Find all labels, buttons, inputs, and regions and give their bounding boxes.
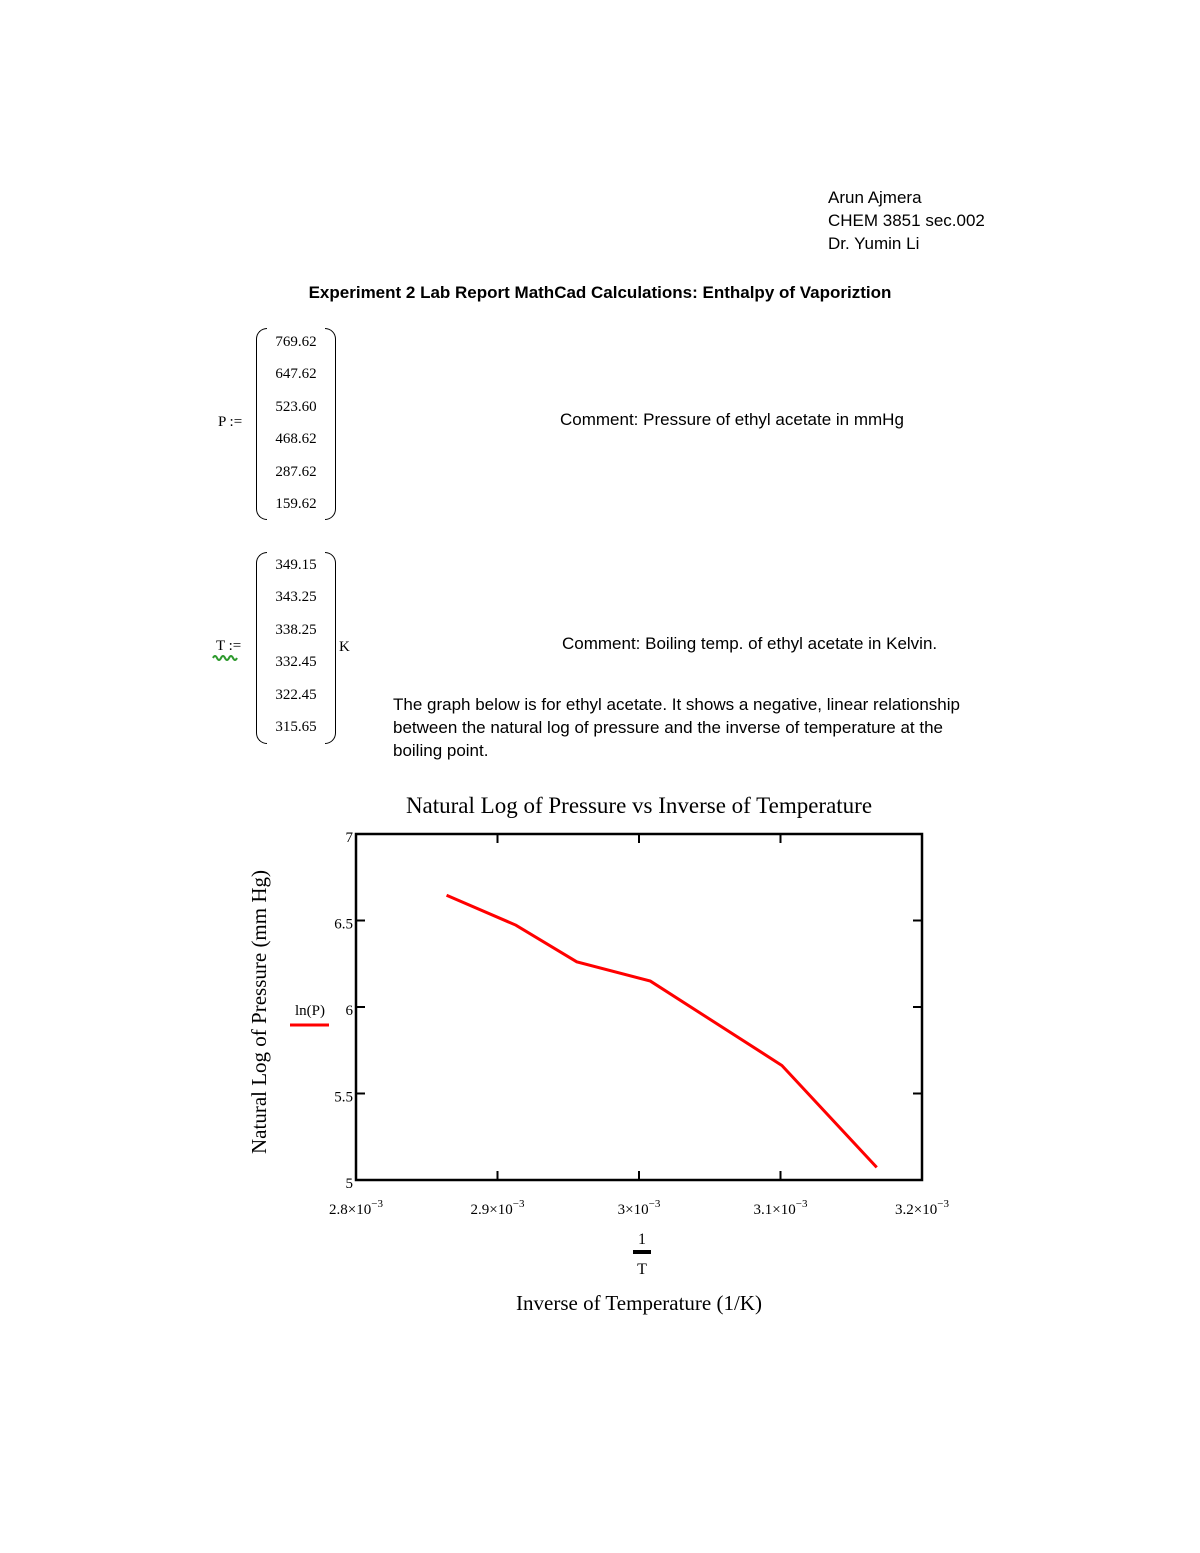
temperature-value: 322.45 (275, 687, 317, 703)
pressure-value: 468.62 (275, 431, 317, 447)
series-line-ln-p (447, 895, 877, 1167)
pressure-value: 523.60 (275, 399, 317, 415)
y-axis-title: Natural Log of Pressure (mm Hg) (247, 869, 271, 1155)
y-tick-label: 5.5 (334, 1089, 353, 1106)
temperature-value: 349.15 (275, 557, 317, 573)
temperature-value: 343.25 (275, 589, 317, 605)
x-axis-title: Inverse of Temperature (1/K) (516, 1291, 762, 1315)
y-tick-label: 6.5 (334, 916, 353, 933)
chart-title: Natural Log of Pressure vs Inverse of Temperature (405, 793, 873, 818)
x-tick-label: $2.8\times 10^{-3}$ (329, 1198, 383, 1218)
y-tick-label: 5 (345, 1176, 353, 1192)
pressure-comment: Comment: Pressure of ethyl acetate in mmHg (560, 410, 904, 429)
temperature-comment: Comment: Boiling temp. of ethyl acetate in Kelvin. (562, 634, 938, 653)
x-tick-label: $3.2\times 10^{-3}$ (895, 1198, 949, 1218)
plot-frame (356, 834, 922, 1180)
pressure-value: 159.62 (275, 496, 317, 512)
instructor-name: Dr. Yumin Li (828, 234, 920, 253)
x-tick-label: $3.1\times 10^{-3}$ (753, 1198, 808, 1218)
pressure-value: 287.62 (275, 464, 317, 480)
pressure-value: 647.62 (275, 366, 317, 382)
x-expression-numerator: 1 (638, 1231, 646, 1248)
graph-description: The graph below is for ethyl acetate. It shows a negative, linear relationship between the natural log of pressure and the inverse of temperature at the boiling point. (393, 695, 960, 760)
temperature-value: 332.45 (275, 654, 317, 670)
x-expression-denominator: T (637, 1261, 647, 1278)
temperature-unit: K (339, 639, 350, 655)
course-name: CHEM 3851 sec.002 (828, 211, 985, 230)
temperature-value: 338.25 (275, 622, 317, 638)
x-tick-label: $2.9\times 10^{-3}$ (470, 1198, 525, 1218)
temperature-variable-label: T := (216, 638, 242, 654)
author-name: Arun Ajmera (828, 188, 922, 207)
legend-label: ln(P) (295, 1003, 325, 1019)
temperature-value: 315.65 (275, 719, 317, 735)
y-tick-label: 7 (345, 830, 353, 846)
pressure-value: 769.62 (275, 334, 317, 350)
pressure-variable-label: P := (218, 414, 243, 430)
x-tick-label: $3\times 10^{-3}$ (617, 1198, 661, 1218)
document-title: Experiment 2 Lab Report MathCad Calculations: Enthalpy of Vaporiztion (308, 283, 892, 302)
y-tick-label: 6 (345, 1003, 353, 1019)
